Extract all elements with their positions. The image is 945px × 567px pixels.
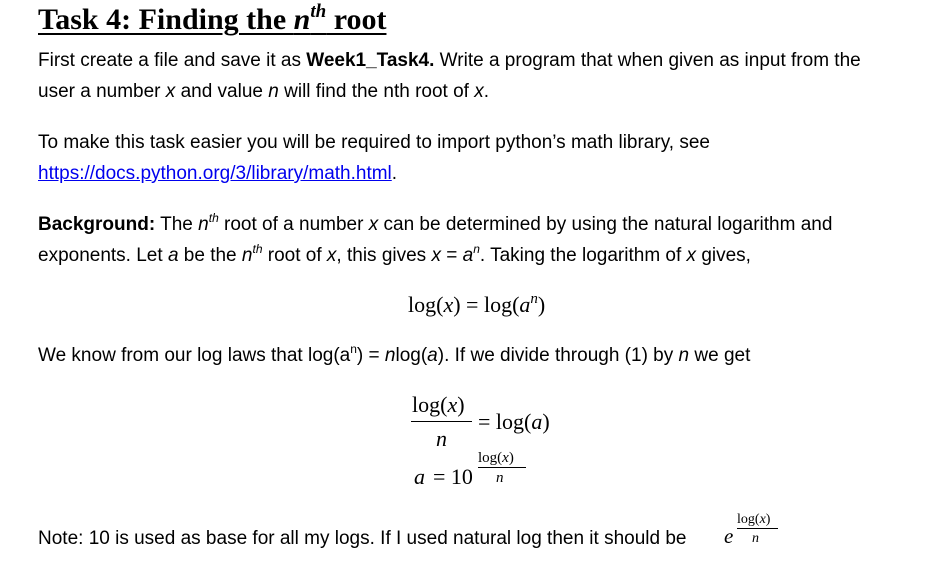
note-exponent-bar: [737, 528, 778, 529]
log-laws-line: We know from our log laws that $\log(a^n) = nlog(a)$. If we divide through (1) by n we get: [38, 342, 751, 366]
equation-log-x-equals-log-a-n: $\log(x) = \log(a^n)$: [408, 291, 546, 317]
fraction-numerator: log(x): [412, 392, 465, 417]
exponent-numerator: log(x): [478, 450, 514, 466]
fraction-denominator: n: [436, 426, 447, 451]
equation-rhs-log-a: = log(a): [478, 409, 550, 434]
note-e-base: e: [724, 524, 734, 548]
exponent-denominator: n: [496, 470, 504, 486]
equation-a-lhs: a: [414, 464, 425, 489]
python-math-docs-link[interactable]: https://docs.python.org/3/library/math.html: [38, 163, 392, 184]
background-line-2: exponents. Let a be the $n^{th}$ root of x, this gives $x = a^n$. Taking the logarithm of x gives,: [38, 242, 751, 266]
paragraph-2-line-2: https://docs.python.org/3/library/math.html.: [38, 163, 398, 184]
background-line-1: Background: The $n^{th}$ root of a number x can be determined by using the natural logarithm and: [38, 211, 833, 235]
note-line: Note: 10 is used as base for all my logs. If I used natural log then it should be: [38, 528, 687, 549]
exponent-fraction-bar: [478, 467, 526, 468]
task-title: Task 4: Finding the $n^{th}$ root: [38, 1, 387, 36]
paragraph-1-line-2: user a number x and value n will find the nth root of x.: [38, 81, 490, 102]
note-exponent-numerator: log(x): [737, 512, 771, 527]
equation-a-equals-10: = 10: [433, 464, 473, 489]
note-exponent-denominator: n: [752, 531, 759, 546]
fraction-bar: [411, 421, 472, 422]
paragraph-2-line-1: To make this task easier you will be required to import python’s math library, see: [38, 132, 710, 153]
paragraph-1-line-1: First create a file and save it as Week1_Task4. Write a program that when given as input from the: [38, 50, 861, 71]
